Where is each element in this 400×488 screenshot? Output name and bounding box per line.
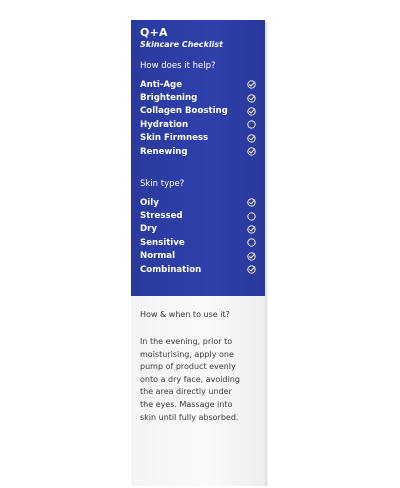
usage-panel	[131, 296, 265, 486]
checklist-item-label: Dry	[140, 224, 157, 235]
checklist-item-label: Collagen Boosting	[140, 106, 228, 117]
usage-text-line: pump of product evenly	[140, 362, 236, 372]
product-box	[131, 20, 265, 486]
checklist-item-label: Hydration	[140, 119, 189, 130]
skin-type-list	[140, 196, 256, 276]
check-circle-icon	[247, 94, 256, 103]
check-circle-icon	[247, 225, 256, 234]
checklist-item	[140, 118, 256, 131]
checklist-item-label: Stressed	[140, 211, 183, 222]
usage-text-line: onto a dry face, avoiding	[140, 374, 240, 384]
check-circle-icon	[247, 252, 256, 261]
checklist-item	[140, 250, 256, 263]
benefits-list	[140, 78, 256, 158]
checklist-item-label: Renewing	[140, 146, 188, 157]
checklist-item	[140, 132, 256, 145]
checklist-item-label: Anti-Age	[140, 79, 183, 90]
usage-text-line: moisturising, apply one	[140, 349, 234, 359]
checklist-item-label: Normal	[140, 251, 176, 262]
checklist-item-label: Combination	[140, 264, 202, 275]
check-circle-icon	[247, 134, 256, 143]
check-circle-icon	[247, 198, 256, 207]
checklist-item	[140, 91, 256, 104]
checklist-item	[140, 78, 256, 91]
usage-text-line: the eyes. Massage into	[140, 399, 233, 409]
brand-logo: Q+A	[140, 26, 168, 39]
empty-circle-icon	[247, 120, 256, 129]
check-circle-icon	[247, 107, 256, 116]
usage-text-line: In the evening, prior to	[140, 337, 233, 346]
checklist-item	[140, 209, 256, 222]
benefits-heading: How does it help?	[140, 61, 216, 71]
usage-instructions	[140, 336, 262, 424]
usage-text-line: skin until fully absorbed.	[140, 412, 239, 422]
checklist-panel	[131, 20, 265, 296]
check-circle-icon	[247, 265, 256, 274]
checklist-item-label: Oily	[140, 197, 159, 208]
empty-circle-icon	[247, 212, 256, 221]
checklist-item	[140, 223, 256, 236]
checklist-item-label: Brightening	[140, 93, 198, 104]
checklist-item-label: Skin Firmness	[140, 133, 209, 144]
empty-circle-icon	[247, 238, 256, 247]
check-circle-icon	[247, 80, 256, 89]
checklist-item	[140, 236, 256, 249]
usage-text-line: the area directly under	[140, 387, 232, 397]
checklist-item	[140, 196, 256, 209]
checklist-item-label: Sensitive	[140, 237, 185, 248]
checklist-item	[140, 145, 256, 158]
checklist-item	[140, 105, 256, 118]
skin-type-heading: Skin type?	[140, 179, 185, 189]
box-side-shadow	[265, 22, 268, 486]
checklist-title: Skincare Checklist	[140, 40, 223, 49]
check-circle-icon	[247, 147, 256, 156]
usage-heading: How & when to use it?	[140, 310, 230, 319]
checklist-item	[140, 263, 256, 276]
